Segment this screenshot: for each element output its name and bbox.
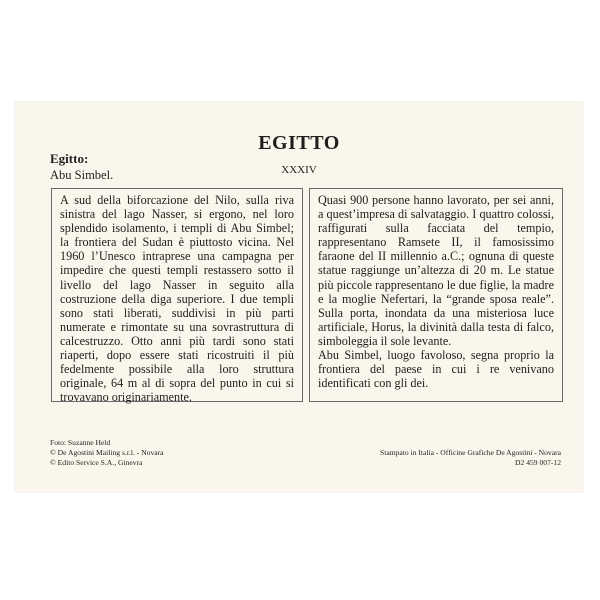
printer-footer (380, 448, 561, 468)
card-title: EGITTO (258, 132, 340, 154)
printer-line: Stampato in Italia - Officine Grafiche De Agostini - Novara (380, 448, 561, 457)
card-heading: Egitto: (50, 151, 89, 166)
postcard (15, 102, 583, 492)
paragraph: A sud della biforcazione del Nilo, sulla riva sinistra del lago Nasser, si ergono, nel loro splendido isolamento, i templi di Abu Simbel; la frontiera del Sudan è piuttosto vicina. Nel 1960 l’Unesco intraprese una campagna per impedire che questi templi restassero sotto il livello del lago Nasser in seguito alla costruzione della diga superiore. I due templi sono stati liberati, suddivisi in più parti numerate e rimontate su una sovrastruttura di calcestruzzo. Otto anni più tardi sono stati riaperti, dopo essere stati ricostruiti il più fedelmente possibile alla loro struttura originale, 64 m al di sopra del punto in cui si trovavano originariamente. (60, 193, 294, 405)
text-box-left (51, 188, 303, 405)
catalog-code: D2 459 007-12 (515, 458, 561, 467)
photo-credit: Foto: Suzanne Held (50, 438, 111, 447)
copyright-line: © De Agostini Mailing s.r.l. - Novara (50, 448, 164, 457)
credits-footer (50, 438, 164, 468)
paragraph: Quasi 900 persone hanno lavorato, per sei anni, a quest’impresa di salvataggio. I quattro colossi, raffigurati sulla facciata del tempio, rappresentano Ramsete II, il famosissimo faraone del II millennio a.C.; ognuna di queste statue raggiunge un’altezza di 20 m. Le statue più piccole rappresentano le due figlie, la madre e la moglie Nefertari, la “grande sposa reale”. Sulla porta, inondata da una misteriosa luce artificiale, Horus, la divinità dalla testa di falco, simboleggia il sole levante. (318, 193, 554, 348)
card-subheading: Abu Simbel. (50, 168, 114, 182)
paragraph: Abu Simbel, luogo favoloso, segna proprio la frontiera del paese in cui i re venivano identificati con gli dei. (318, 348, 554, 391)
card-number: XXXIV (281, 164, 317, 176)
text-box-right (309, 188, 563, 402)
copyright-line: © Edito Service S.A., Ginevra (50, 458, 143, 467)
